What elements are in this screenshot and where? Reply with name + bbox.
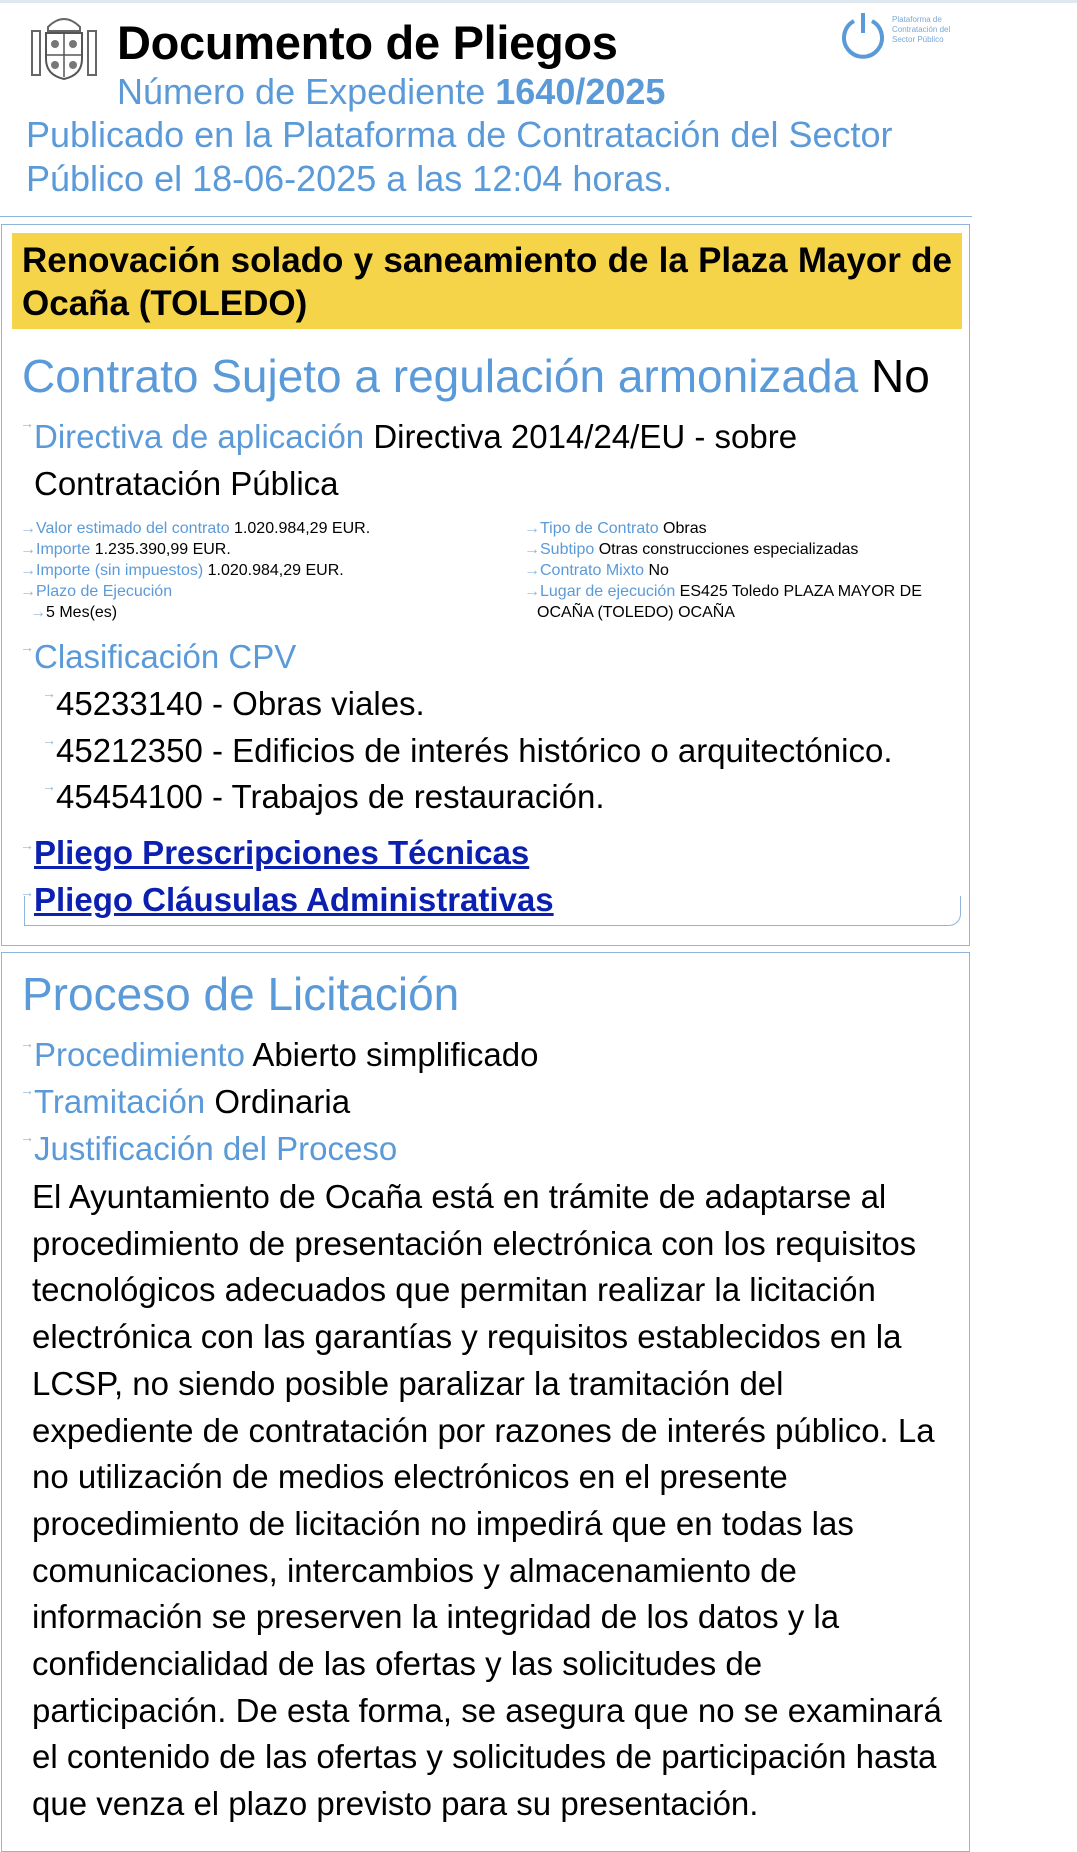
expediente-label: Número de Expediente [117, 71, 486, 112]
importe-row: →Importe 1.235.390,99 EUR. [20, 541, 231, 558]
page-title: Documento de Pliegos [117, 16, 618, 69]
pliego-tecnicas-link[interactable]: Pliego Prescripciones Técnicas [34, 834, 530, 871]
contract-section [1, 224, 970, 946]
justificacion-text: El Ayuntamiento de Ocaña está en trámite de adaptarse al procedimiento de presentación electrónica con los requisitos tecnológicos adecuados que permitan realizar la licitación electrónica con las garantías y requisitos establecidos en la LCSP, no siendo posible paralizar la tramitación del expediente de contratación por razones de interés público. La no utilización de medios electrónicos en el presente procedimiento de licitación no impedirá que en todas las comunicaciones, intercambios y almacenamiento de información se preserven la integridad de los datos y la confidencialidad de las ofertas y las solicitudes de participación. De esta forma, se asegura que no se examinará el contenido de las ofertas y solicitudes de participación hasta que venza el plazo previsto para su presentación. [32, 1178, 942, 1823]
harmonized-value: No [870, 350, 930, 402]
valor-row: →Valor estimado del contrato 1.020.984,29 EUR. [20, 520, 371, 537]
pliego-administrativas-link[interactable]: Pliego Cláusulas Administrativas [34, 881, 554, 918]
divider [0, 216, 972, 217]
contract-details-right [524, 518, 964, 623]
harmonized-row [22, 349, 930, 403]
procedimiento-value: Abierto simplificado [252, 1036, 539, 1073]
directive-label: Directiva de aplicación [34, 418, 365, 455]
arrow-icon: → [42, 778, 56, 794]
arrow-icon: → [20, 415, 34, 431]
arrow-icon: → [20, 1082, 34, 1098]
tramitacion-label: Tramitación [34, 1083, 206, 1120]
arrow-icon: → [20, 837, 34, 853]
document-header [0, 0, 1077, 217]
arrow-icon: → [20, 1129, 34, 1145]
contract-title: Renovación solado y saneamiento de la Plaza Mayor de Ocaña (TOLEDO) [12, 233, 962, 329]
directive-value: Directiva 2014/24/EU - sobre Contratación Pública [34, 418, 798, 502]
cpv-item: 45233140 - Obras viales. [56, 685, 425, 722]
logo-text: Plataforma de Contratación del Sector Público [892, 15, 951, 44]
lugar-row: →Lugar de ejecución ES425 Toledo PLAZA MAYOR DE OCAÑA (TOLEDO) OCAÑA [524, 583, 922, 621]
arrow-icon: → [20, 1035, 34, 1051]
procedimiento-label: Procedimiento [34, 1036, 245, 1073]
coat-of-arms-icon [28, 9, 100, 85]
publication-info: Publicado en la Plataforma de Contratación del Sector Público el 18-06-2025 a las 12:04 horas. [26, 114, 893, 199]
section-corner [24, 896, 961, 926]
cpv-label: Clasificación CPV [34, 638, 297, 675]
harmonized-label: Contrato Sujeto a regulación armonizada [22, 350, 859, 402]
plazo-value-row: →5 Mes(es) [30, 604, 118, 621]
tramitacion-row [34, 1078, 350, 1125]
tramitacion-value: Ordinaria [214, 1083, 351, 1120]
importe-sin-row: →Importe (sin impuestos) 1.020.984,29 EUR. [20, 562, 344, 579]
contract-details-left [20, 518, 500, 623]
arrow-icon: → [42, 685, 56, 701]
expediente-number: 1640/2025 [495, 71, 666, 112]
expediente [117, 71, 665, 113]
arrow-icon: → [20, 639, 34, 655]
mixto-row: →Contrato Mixto No [524, 562, 669, 579]
power-icon [838, 9, 888, 63]
arrow-icon: → [42, 732, 56, 748]
platform-logo [838, 9, 958, 65]
plazo-row: →Plazo de Ejecución [20, 583, 173, 600]
arrow-icon: → [20, 884, 34, 900]
tipo-row: →Tipo de Contrato Obras [524, 520, 707, 537]
cpv-item: 45454100 - Trabajos de restauración. [56, 778, 605, 815]
procedimiento-row [34, 1031, 538, 1078]
subtipo-row: →Subtipo Otras construcciones especializadas [524, 541, 859, 558]
process-title: Proceso de Licitación [22, 968, 460, 1020]
directive-row [34, 413, 934, 507]
justificacion-label: Justificación del Proceso [34, 1130, 398, 1167]
cpv-item: 45212350 - Edificios de interés histórico o arquitectónico. [56, 732, 893, 769]
